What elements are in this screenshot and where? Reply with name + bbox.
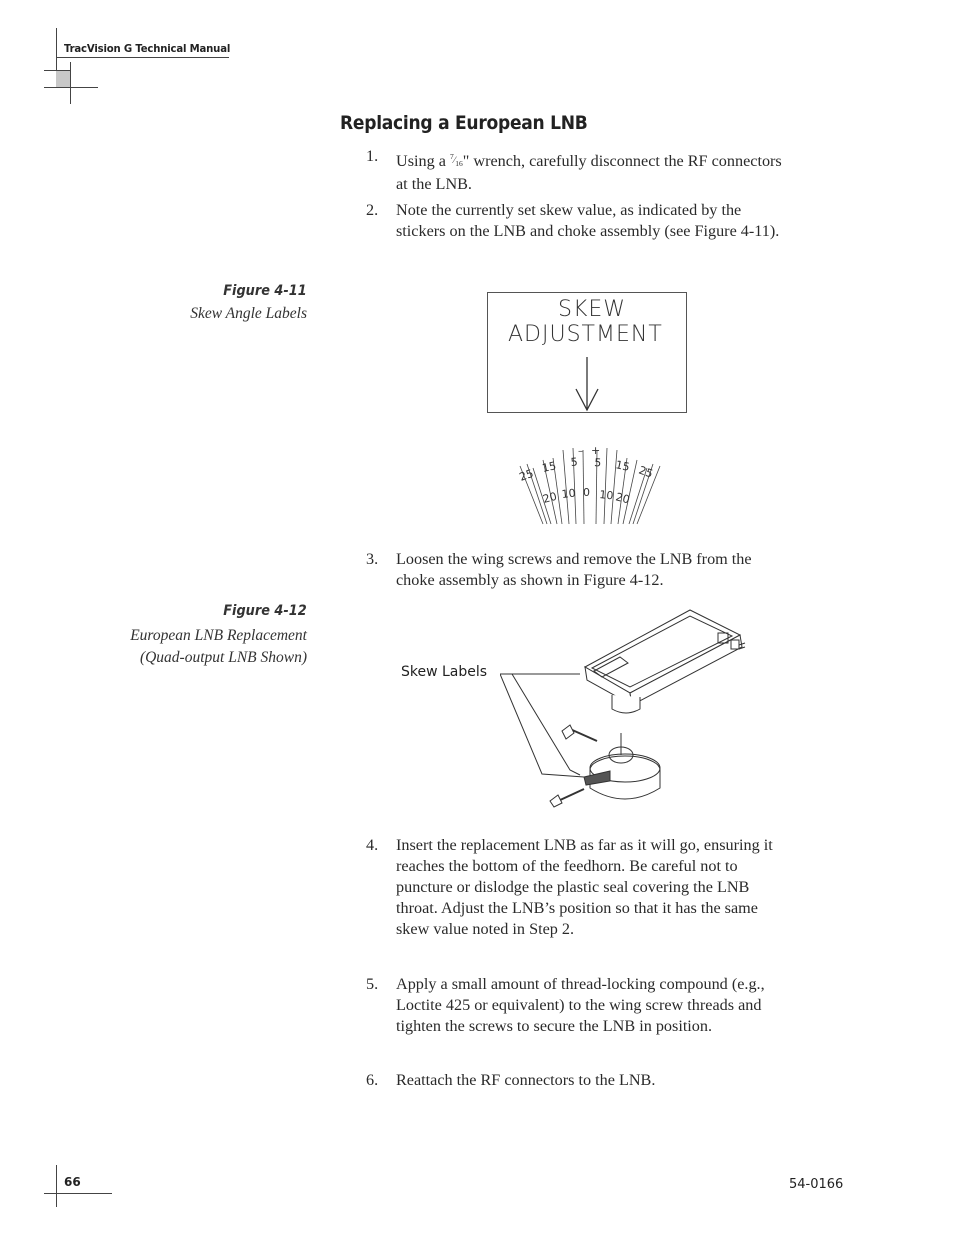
dial-label: 0 (583, 486, 590, 499)
dial-label: 20 (614, 490, 632, 507)
step-number: 1. (366, 147, 379, 165)
corner-block (56, 70, 70, 87)
page-number: 66 (64, 1175, 81, 1189)
step-text: Using a $^7⁄_{16}$" wrench, carefully disconnect the RF connectors at the LNB. (396, 152, 782, 193)
step-number: 4. (366, 836, 379, 854)
step-number: 3. (366, 550, 379, 568)
figure-label: Figure 4-11 (223, 283, 307, 299)
crop-mark (56, 1165, 57, 1207)
crop-mark (44, 87, 98, 88)
figure-caption: Skew Angle Labels (190, 305, 307, 322)
dial-label: 5 (593, 456, 602, 470)
figure-caption: (Quad-output LNB Shown) (139, 649, 307, 666)
down-arrow-icon (488, 293, 686, 412)
skew-dial (505, 440, 675, 530)
dial-label: 10 (598, 488, 614, 503)
dial-label: 15 (540, 459, 558, 475)
step-text: Apply a small amount of thread-locking compound (e.g., Loctite 425 or equivalent) to the wing screw threads and tighten the screws to secure the LNB in position. (396, 975, 765, 1035)
footer-rule (44, 1193, 112, 1194)
document-number: 54-0166 (789, 1177, 844, 1192)
step-text: Loosen the wing screws and remove the LNB from the choke assembly as shown in Figure 4-12. (396, 550, 752, 589)
crop-mark (44, 70, 70, 71)
sticker-line-2: ADJUSTMENT (508, 322, 663, 347)
page-title: Replacing a European LNB (340, 112, 588, 134)
crop-mark (70, 62, 71, 104)
step-number: 5. (366, 975, 379, 993)
dial-label: 20 (541, 489, 559, 506)
dial-plus: + (591, 444, 601, 457)
crop-mark (56, 28, 57, 74)
lnb-illustration (500, 605, 770, 820)
dial-label: 15 (614, 458, 631, 474)
dial-ticks (517, 448, 660, 524)
skew-sticker (487, 292, 687, 413)
dial-label: 25 (636, 463, 655, 481)
figure-label: Figure 4-12 (223, 603, 307, 619)
dial-label: 10 (560, 486, 577, 501)
step-text: Insert the replacement LNB as far as it will go, ensuring it reaches the bottom of the feedhorn. Be careful not to puncture or dislodge the plastic seal covering the LNB throat. Adjust the LNB’s position so that it has the same skew value noted in Step 2. (396, 836, 773, 938)
dial-minus: – (578, 446, 583, 457)
figure-caption: European LNB Replacement (130, 627, 307, 644)
callout-label: Skew Labels (401, 664, 488, 680)
step-text: Reattach the RF connectors to the LNB. (396, 1071, 656, 1089)
manual-title: TracVision G Technical Manual (64, 42, 231, 55)
dial-label: 5 (570, 455, 579, 469)
step-number: 6. (366, 1071, 379, 1089)
dial-label: 25 (517, 466, 536, 484)
step-text: Note the currently set skew value, as indicated by the stickers on the LNB and choke assembly (see Figure 4-11). (396, 201, 780, 240)
step-number: 2. (366, 201, 379, 219)
sticker-line-1: SKEW (558, 297, 627, 322)
header-rule (56, 57, 229, 58)
